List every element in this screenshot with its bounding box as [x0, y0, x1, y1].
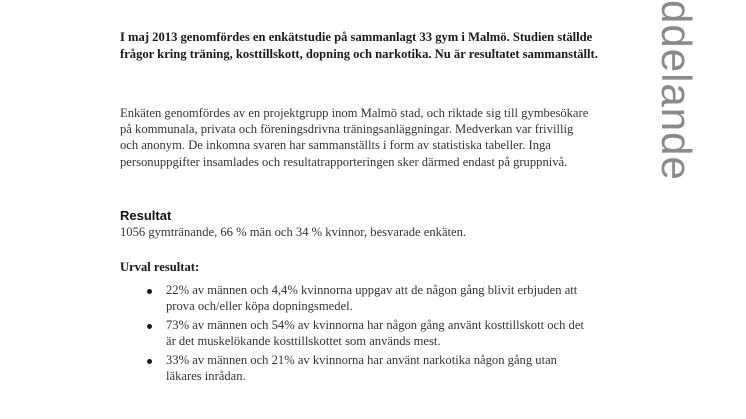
urval-heading: Urval resultat:: [120, 260, 200, 274]
side-vertical-title: ddelande: [653, 0, 700, 181]
list-item: [120, 318, 590, 349]
list-item: [120, 283, 590, 314]
list-item-text: 73% av männen och 54% av kvinnorna har någon gång använt kosttillskott och det är det muskelökande kosttillskottet som används mest.: [166, 318, 584, 348]
list-item: [120, 353, 590, 384]
list-item-text: 22% av männen och 4,4% kvinnorna uppgav att de någon gång blivit erbjuden att prova och/eller köpa dopningsmedel.: [166, 283, 578, 313]
list-item-text: 33% av männen och 21% av kvinnorna har använt narkotika någon gång utan läkares inrådan.: [166, 353, 557, 383]
lead-paragraph: I maj 2013 genomfördes en enkätstudie på sammanlagt 33 gym i Malmö. Studien ställde frågor kring träning, kosttillskott, dopning och narkotika. Nu är resultatet sammanställt.: [120, 30, 598, 61]
result-text: 1056 gymtränande, 66 % män och 34 % kvinnor, besvarade enkäten.: [120, 225, 467, 239]
results-bullet-list: [120, 283, 590, 388]
bullet-icon: [147, 324, 152, 329]
bullet-icon: [147, 289, 152, 294]
bullet-icon: [147, 359, 152, 364]
intro-paragraph: Enkäten genomfördes av en projektgrupp inom Malmö stad, och riktade sig till gymbesökare på kommunala, privata och föreningsdrivna träningsanläggningar. Medverkan var frivillig och anonym. De inkomna svaren har sammanställts i form av statistiska tabeller. Inga personuppgifter insamlades och resultatrapporteringen sker därmed endast på gruppnivå.: [120, 106, 589, 169]
result-heading: Resultat: [120, 208, 172, 223]
